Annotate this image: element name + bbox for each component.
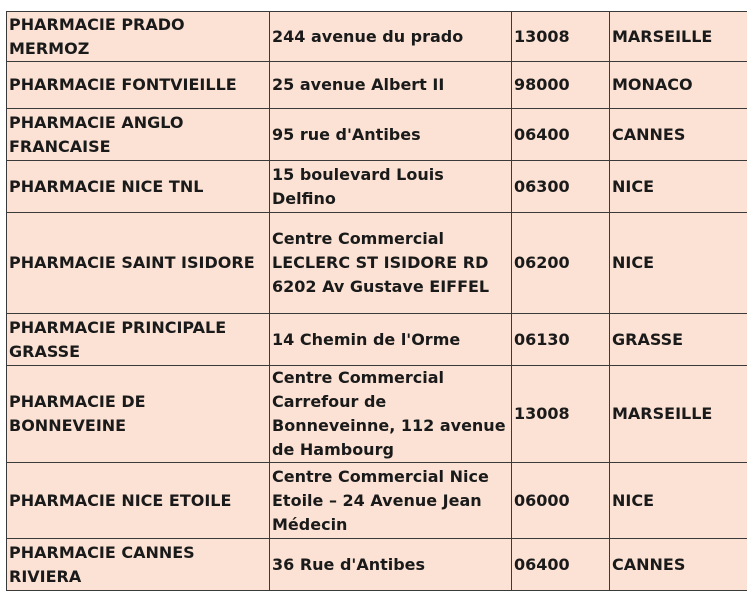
table-row	[7, 366, 747, 463]
table-row	[7, 539, 747, 591]
address-cell: 25 avenue Albert II	[270, 62, 512, 109]
address-cell: 95 rue d'Antibes	[270, 109, 512, 161]
postcode-cell: 98000	[512, 62, 610, 109]
city-cell: NICE	[610, 213, 747, 314]
postcode-cell: 06300	[512, 161, 610, 213]
city-cell: CANNES	[610, 109, 747, 161]
pharmacy-name-cell: PHARMACIE NICE ETOILE	[7, 463, 270, 539]
postcode-cell: 13008	[512, 12, 610, 62]
pharmacy-name-cell: PHARMACIE FONTVIEILLE	[7, 62, 270, 109]
postcode-cell: 13008	[512, 366, 610, 463]
postcode-cell: 06000	[512, 463, 610, 539]
city-cell: NICE	[610, 463, 747, 539]
pharmacy-name-cell: PHARMACIE DE BONNEVEINE	[7, 366, 270, 463]
table-row	[7, 463, 747, 539]
postcode-cell: 06400	[512, 539, 610, 591]
postcode-cell: 06400	[512, 109, 610, 161]
city-cell: GRASSE	[610, 314, 747, 366]
address-cell: Centre Commercial Nice Etoile – 24 Avenue Jean Médecin	[270, 463, 512, 539]
pharmacy-name-cell: PHARMACIE NICE TNL	[7, 161, 270, 213]
pharmacy-name-cell: PHARMACIE ANGLO FRANCAISE	[7, 109, 270, 161]
pharmacy-name-cell: PHARMACIE CANNES RIVIERA	[7, 539, 270, 591]
city-cell: NICE	[610, 161, 747, 213]
table-row	[7, 314, 747, 366]
address-cell: 14 Chemin de l'Orme	[270, 314, 512, 366]
city-cell: MARSEILLE	[610, 12, 747, 62]
address-cell: Centre Commercial LECLERC ST ISIDORE RD 6202 Av Gustave EIFFEL	[270, 213, 512, 314]
address-cell: 36 Rue d'Antibes	[270, 539, 512, 591]
table-row	[7, 161, 747, 213]
table-row	[7, 109, 747, 161]
address-cell: Centre Commercial Carrefour de Bonneveinne, 112 avenue de Hambourg	[270, 366, 512, 463]
pharmacy-table	[6, 11, 747, 591]
postcode-cell: 06200	[512, 213, 610, 314]
pharmacy-name-cell: PHARMACIE PRADO MERMOZ	[7, 12, 270, 62]
city-cell: MARSEILLE	[610, 366, 747, 463]
table-row	[7, 12, 747, 62]
postcode-cell: 06130	[512, 314, 610, 366]
table-row	[7, 62, 747, 109]
pharmacy-name-cell: PHARMACIE SAINT ISIDORE	[7, 213, 270, 314]
address-cell: 15 boulevard Louis Delfino	[270, 161, 512, 213]
address-cell: 244 avenue du prado	[270, 12, 512, 62]
table-row	[7, 213, 747, 314]
city-cell: MONACO	[610, 62, 747, 109]
city-cell: CANNES	[610, 539, 747, 591]
pharmacy-name-cell: PHARMACIE PRINCIPALE GRASSE	[7, 314, 270, 366]
